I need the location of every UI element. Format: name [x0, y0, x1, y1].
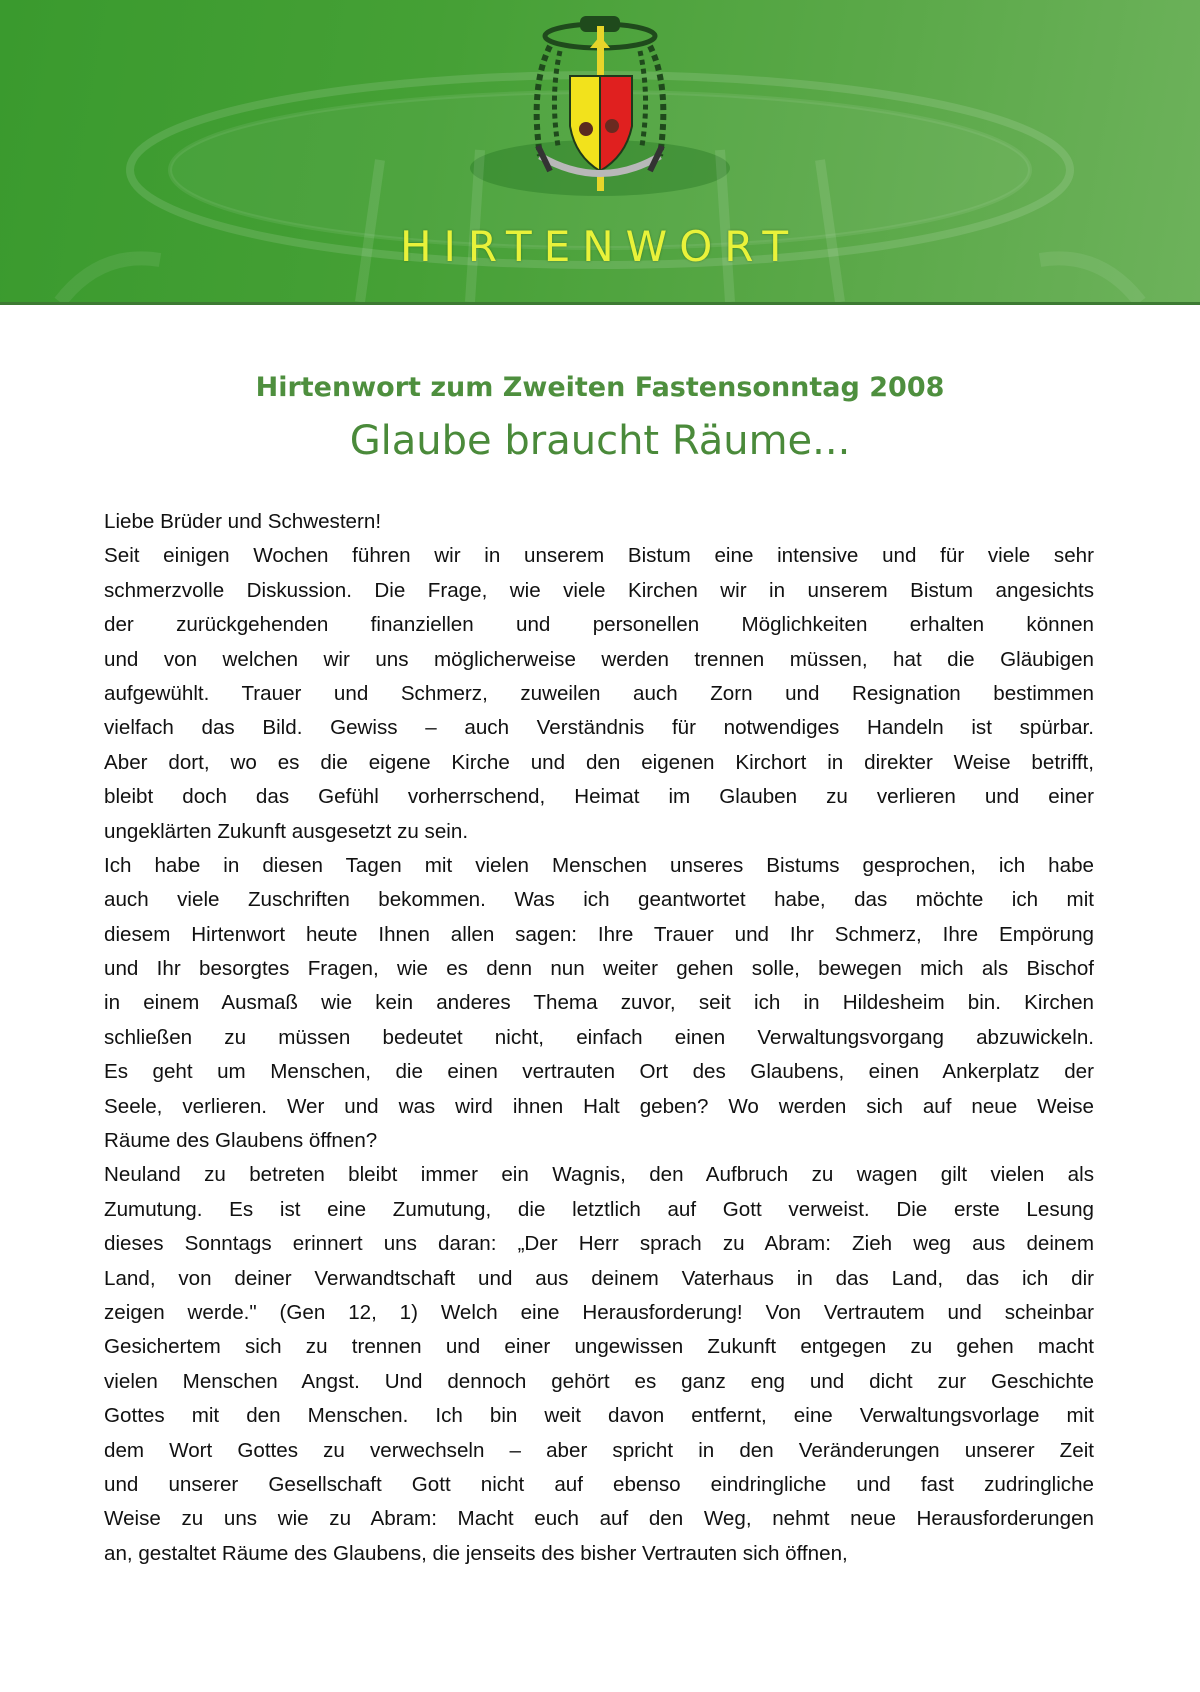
- body-line: Liebe Brüder und Schwestern!: [104, 510, 382, 533]
- letter-body: [104, 505, 1094, 1571]
- body-line: Neuland zu betreten bleibt immer ein Wagnis, den Aufbruch zu wagen gilt vielen als: [104, 1163, 1094, 1187]
- body-line: Land, von deiner Verwandtschaft und aus deinem Vaterhaus in das Land, das ich dir: [104, 1266, 1094, 1290]
- body-line: schmerzvolle Diskussion. Die Frage, wie viele Kirchen wir in unserem Bistum angesichts: [104, 578, 1094, 602]
- body-line: an, gestaltet Räume des Glaubens, die jenseits des bisher Vertrauten sich öffnen,: [104, 1541, 848, 1565]
- body-line: und Ihr besorgtes Fragen, wie es denn nun weiter gehen solle, bewegen mich als Bischof: [104, 957, 1094, 981]
- body-line: auch viele Zuschriften bekommen. Was ich geantwortet habe, das möchte ich mit: [104, 888, 1094, 912]
- body-line: Seele, verlieren. Wer und was wird ihnen Halt geben? Wo werden sich auf neue Weise: [104, 1094, 1094, 1118]
- coat-of-arms-icon: [520, 6, 680, 196]
- banner-title: HIRTENWORT: [399, 222, 801, 271]
- body-line: Räume des Glaubens öffnen?: [104, 1129, 378, 1153]
- header-banner: [0, 0, 1200, 305]
- body-line: dem Wort Gottes zu verwechseln – aber spricht in den Veränderungen unserer Zeit: [104, 1438, 1094, 1462]
- body-line: und von welchen wir uns möglicherweise werden trennen müssen, hat die Gläubigen: [104, 647, 1094, 671]
- body-line: Ich habe in diesen Tagen mit vielen Menschen unseres Bistums gesprochen, ich habe: [104, 853, 1094, 877]
- body-line: Weise zu uns wie zu Abram: Macht euch auf den Weg, nehmt neue Herausforderungen: [104, 1507, 1094, 1531]
- body-line: Seit einigen Wochen führen wir in unserem Bistum eine intensive und für viele sehr: [104, 544, 1094, 568]
- body-line: Aber dort, wo es die eigene Kirche und den eigenen Kirchort in direkter Weise betrifft,: [104, 750, 1094, 774]
- document-subtitle: Hirtenwort zum Zweiten Fastensonntag 2008: [255, 372, 945, 403]
- body-line: vielfach das Bild. Gewiss – auch Verständnis für notwendiges Handeln ist spürbar.: [104, 716, 1094, 740]
- body-line: diesem Hirtenwort heute Ihnen allen sagen: Ihre Trauer und Ihr Schmerz, Ihre Empörung: [104, 922, 1094, 946]
- body-line: in einem Ausmaß wie kein anderes Thema zuvor, seit ich in Hildesheim bin. Kirchen: [104, 991, 1094, 1015]
- body-line: und unserer Gesellschaft Gott nicht auf ebenso eindringliche und fast zudringliche: [104, 1472, 1094, 1496]
- body-line: ungeklärten Zukunft ausgesetzt zu sein.: [104, 819, 469, 843]
- body-line: Zumutung. Es ist eine Zumutung, die letztlich auf Gott verweist. Die erste Lesung: [104, 1197, 1094, 1221]
- body-line: zeigen werde." (Gen 12, 1) Welch eine Herausforderung! Von Vertrautem und scheinbar: [104, 1300, 1094, 1324]
- body-line: vielen Menschen Angst. Und dennoch gehört es ganz eng und dicht zur Geschichte: [104, 1369, 1094, 1393]
- body-line: Gesichertem sich zu trennen und einer ungewissen Zukunft entgegen zu gehen macht: [104, 1335, 1094, 1359]
- body-line: bleibt doch das Gefühl vorherrschend, Heimat im Glauben zu verlieren und einer: [104, 785, 1094, 809]
- document-title: Glaube braucht Räume...: [349, 418, 851, 464]
- body-line: aufgewühlt. Trauer und Schmerz, zuweilen auch Zorn und Resignation bestimmen: [104, 681, 1094, 705]
- body-line: Es geht um Menschen, die einen vertrauten Ort des Glaubens, einen Ankerplatz der: [104, 1060, 1094, 1084]
- body-line: Gottes mit den Menschen. Ich bin weit davon entfernt, eine Verwaltungsvorlage mit: [104, 1404, 1094, 1428]
- body-line: dieses Sonntags erinnert uns daran: „Der Herr sprach zu Abram: Zieh weg aus deinem: [104, 1232, 1094, 1256]
- body-line: der zurückgehenden finanziellen und personellen Möglichkeiten erhalten können: [104, 613, 1094, 637]
- body-line: schließen zu müssen bedeutet nicht, einfach einen Verwaltungsvorgang abzuwickeln.: [104, 1025, 1094, 1049]
